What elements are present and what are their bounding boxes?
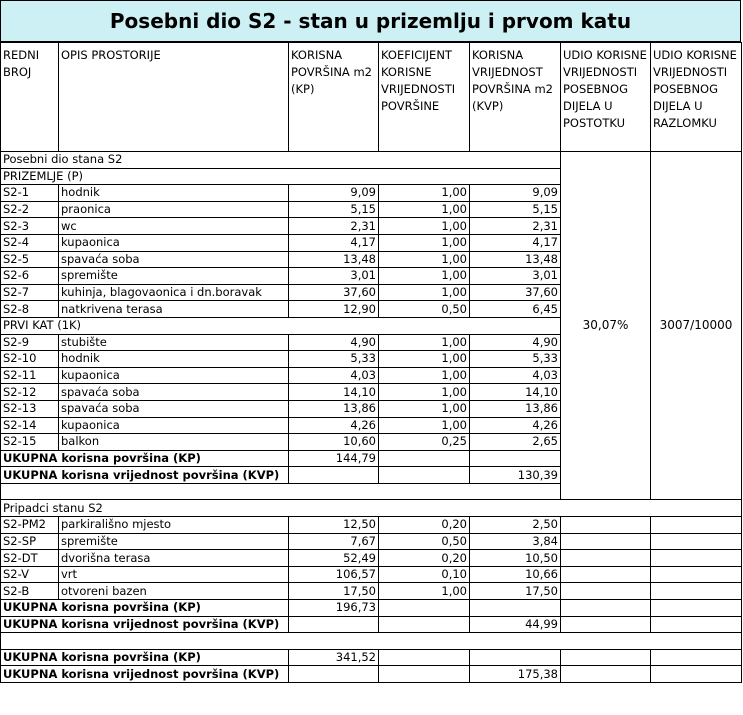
total-kp: 196,73 xyxy=(289,600,379,617)
room-name: kupaonica xyxy=(59,234,289,251)
udio-percent: 30,07% xyxy=(561,152,651,500)
room-kp: 4,90 xyxy=(289,334,379,351)
empty-cell xyxy=(289,666,379,683)
section-stan-label: Posebni dio stana S2 xyxy=(1,152,561,169)
empty-cell xyxy=(1,633,742,650)
table-header-row xyxy=(1,43,742,152)
prizemlje-label: PRIZEMLJE (P) xyxy=(1,168,561,185)
header-opis: OPIS PROSTORIJE xyxy=(59,43,289,152)
empty-cell xyxy=(651,616,742,633)
room-koef: 0,20 xyxy=(379,517,470,534)
room-koef: 1,00 xyxy=(379,234,470,251)
room-id: S2-PM2 xyxy=(1,517,59,534)
room-name: spavaća soba xyxy=(59,400,289,417)
room-kvp: 10,66 xyxy=(470,566,561,583)
room-kp: 14,10 xyxy=(289,384,379,401)
total-kvp: 175,38 xyxy=(470,666,561,683)
room-kvp: 4,26 xyxy=(470,417,561,434)
room-name: praonica xyxy=(59,201,289,218)
room-kvp: 37,60 xyxy=(470,284,561,301)
room-koef: 1,00 xyxy=(379,334,470,351)
empty-cell xyxy=(1,483,742,500)
empty-cell xyxy=(470,450,561,467)
room-name: kupaonica xyxy=(59,367,289,384)
room-kvp: 13,86 xyxy=(470,400,561,417)
room-koef: 0,50 xyxy=(379,301,470,318)
room-kvp: 17,50 xyxy=(470,583,561,600)
total-label: UKUPNA korisna površina (KP) xyxy=(1,649,289,666)
room-kp: 52,49 xyxy=(289,550,379,567)
udio-fraction: 3007/10000 xyxy=(651,152,742,500)
room-kp: 10,60 xyxy=(289,434,379,451)
room-name: parkirališno mjesto xyxy=(59,517,289,534)
room-kp: 106,57 xyxy=(289,566,379,583)
room-koef: 1,00 xyxy=(379,218,470,235)
area-table xyxy=(0,42,742,683)
room-kvp: 10,50 xyxy=(470,550,561,567)
room-kp: 4,03 xyxy=(289,367,379,384)
room-id: S2-SP xyxy=(1,533,59,550)
room-id: S2-11 xyxy=(1,367,59,384)
empty-cell xyxy=(561,566,651,583)
room-id: S2-V xyxy=(1,566,59,583)
room-kvp: 2,65 xyxy=(470,434,561,451)
section-row xyxy=(1,152,742,169)
room-kp: 4,17 xyxy=(289,234,379,251)
room-kvp: 9,09 xyxy=(470,185,561,202)
total-label: UKUPNA korisna površina (KP) xyxy=(1,600,289,617)
empty-cell xyxy=(561,600,651,617)
total-label: UKUPNA korisna vrijednost površina (KVP) xyxy=(1,666,289,683)
total-row xyxy=(1,649,742,666)
room-name: kupaonica xyxy=(59,417,289,434)
room-koef: 0,20 xyxy=(379,550,470,567)
room-koef: 1,00 xyxy=(379,201,470,218)
room-kvp: 3,84 xyxy=(470,533,561,550)
empty-cell xyxy=(561,616,651,633)
total-kp: 144,79 xyxy=(289,450,379,467)
empty-row xyxy=(1,633,742,650)
room-kvp: 3,01 xyxy=(470,268,561,285)
room-koef: 1,00 xyxy=(379,185,470,202)
table-row xyxy=(1,566,742,583)
empty-cell xyxy=(561,666,651,683)
empty-cell xyxy=(651,550,742,567)
room-name: dvorišna terasa xyxy=(59,550,289,567)
room-name: otvoreni bazen xyxy=(59,583,289,600)
room-kp: 2,31 xyxy=(289,218,379,235)
room-name: natkrivena terasa xyxy=(59,301,289,318)
room-kp: 3,01 xyxy=(289,268,379,285)
room-koef: 1,00 xyxy=(379,268,470,285)
empty-cell xyxy=(470,600,561,617)
room-id: S2-9 xyxy=(1,334,59,351)
room-name: hodnik xyxy=(59,351,289,368)
empty-cell xyxy=(379,666,470,683)
room-kvp: 2,31 xyxy=(470,218,561,235)
room-koef: 0,10 xyxy=(379,566,470,583)
room-name: stubište xyxy=(59,334,289,351)
section-row xyxy=(1,500,742,517)
room-kvp: 2,50 xyxy=(470,517,561,534)
room-koef: 0,50 xyxy=(379,533,470,550)
room-name: kuhinja, blagovaonica i dn.boravak xyxy=(59,284,289,301)
empty-cell xyxy=(470,649,561,666)
room-kp: 5,15 xyxy=(289,201,379,218)
document-title: Posebni dio S2 - stan u prizemlju i prvom katu xyxy=(0,0,741,42)
room-koef: 1,00 xyxy=(379,583,470,600)
empty-cell xyxy=(651,649,742,666)
room-name: spremište xyxy=(59,268,289,285)
room-kp: 13,86 xyxy=(289,400,379,417)
header-kvp: KORISNA VRIJEDNOST POVRŠINA m2 (KVP) xyxy=(470,43,561,152)
empty-cell xyxy=(289,616,379,633)
empty-cell xyxy=(379,450,470,467)
room-kp: 37,60 xyxy=(289,284,379,301)
empty-cell xyxy=(379,467,470,484)
room-kvp: 6,45 xyxy=(470,301,561,318)
empty-cell xyxy=(561,517,651,534)
table-row xyxy=(1,550,742,567)
room-name: hodnik xyxy=(59,185,289,202)
empty-cell xyxy=(651,583,742,600)
room-name: wc xyxy=(59,218,289,235)
room-kp: 7,67 xyxy=(289,533,379,550)
room-id: S2-5 xyxy=(1,251,59,268)
header-udio-frac: UDIO KORISNE VRIJEDNOSTI POSEBNOG DIJELA U RAZLOMKU xyxy=(651,43,742,152)
room-koef: 1,00 xyxy=(379,417,470,434)
room-kvp: 13,48 xyxy=(470,251,561,268)
total-kvp: 44,99 xyxy=(470,616,561,633)
empty-cell xyxy=(651,666,742,683)
empty-cell xyxy=(379,649,470,666)
empty-row xyxy=(1,483,742,500)
room-id: S2-14 xyxy=(1,417,59,434)
total-row xyxy=(1,600,742,617)
room-id: S2-1 xyxy=(1,185,59,202)
room-name: spavaća soba xyxy=(59,384,289,401)
room-kp: 4,26 xyxy=(289,417,379,434)
header-redni-broj: REDNI BROJ xyxy=(1,43,59,152)
room-id: S2-4 xyxy=(1,234,59,251)
room-kp: 17,50 xyxy=(289,583,379,600)
total-label: UKUPNA korisna površina (KP) xyxy=(1,450,289,467)
room-koef: 1,00 xyxy=(379,367,470,384)
room-kvp: 4,03 xyxy=(470,367,561,384)
empty-cell xyxy=(561,550,651,567)
room-id: S2-3 xyxy=(1,218,59,235)
room-id: S2-7 xyxy=(1,284,59,301)
header-koef: KOEFICIJENT KORISNE VRIJEDNOSTI POVRŠINE xyxy=(379,43,470,152)
room-koef: 1,00 xyxy=(379,251,470,268)
room-koef: 0,25 xyxy=(379,434,470,451)
room-kvp: 4,90 xyxy=(470,334,561,351)
table-row xyxy=(1,533,742,550)
empty-cell xyxy=(379,616,470,633)
room-id: S2-10 xyxy=(1,351,59,368)
room-kvp: 5,33 xyxy=(470,351,561,368)
room-name: spavaća soba xyxy=(59,251,289,268)
room-kvp: 14,10 xyxy=(470,384,561,401)
room-id: S2-13 xyxy=(1,400,59,417)
empty-cell xyxy=(651,600,742,617)
total-kp: 341,52 xyxy=(289,649,379,666)
room-id: S2-DT xyxy=(1,550,59,567)
room-kp: 13,48 xyxy=(289,251,379,268)
room-id: S2-15 xyxy=(1,434,59,451)
table-row xyxy=(1,583,742,600)
empty-cell xyxy=(561,533,651,550)
empty-cell xyxy=(651,517,742,534)
table-row xyxy=(1,517,742,534)
room-koef: 1,00 xyxy=(379,384,470,401)
room-id: S2-12 xyxy=(1,384,59,401)
total-row xyxy=(1,616,742,633)
room-id: S2-6 xyxy=(1,268,59,285)
room-kp: 12,50 xyxy=(289,517,379,534)
room-name: balkon xyxy=(59,434,289,451)
room-kp: 9,09 xyxy=(289,185,379,202)
empty-cell xyxy=(561,583,651,600)
empty-cell xyxy=(561,649,651,666)
room-kp: 5,33 xyxy=(289,351,379,368)
header-udio-pct: UDIO KORISNE VRIJEDNOSTI POSEBNOG DIJELA U POSTOTKU xyxy=(561,43,651,152)
total-row xyxy=(1,666,742,683)
room-name: vrt xyxy=(59,566,289,583)
empty-cell xyxy=(651,566,742,583)
room-koef: 1,00 xyxy=(379,351,470,368)
section-pripadci-label: Pripadci stanu S2 xyxy=(1,500,742,517)
room-id: S2-2 xyxy=(1,201,59,218)
room-id: S2-B xyxy=(1,583,59,600)
total-label: UKUPNA korisna vrijednost površina (KVP) xyxy=(1,616,289,633)
empty-cell xyxy=(651,533,742,550)
room-kvp: 5,15 xyxy=(470,201,561,218)
room-id: S2-8 xyxy=(1,301,59,318)
room-koef: 1,00 xyxy=(379,400,470,417)
room-name: spremište xyxy=(59,533,289,550)
room-kp: 12,90 xyxy=(289,301,379,318)
total-kvp: 130,39 xyxy=(470,467,561,484)
total-label: UKUPNA korisna vrijednost površina (KVP) xyxy=(1,467,289,484)
empty-cell xyxy=(289,467,379,484)
prvi-kat-label: PRVI KAT (1K) xyxy=(1,317,561,334)
room-koef: 1,00 xyxy=(379,284,470,301)
header-kp: KORISNA POVRŠINA m2 (KP) xyxy=(289,43,379,152)
empty-cell xyxy=(379,600,470,617)
room-kvp: 4,17 xyxy=(470,234,561,251)
